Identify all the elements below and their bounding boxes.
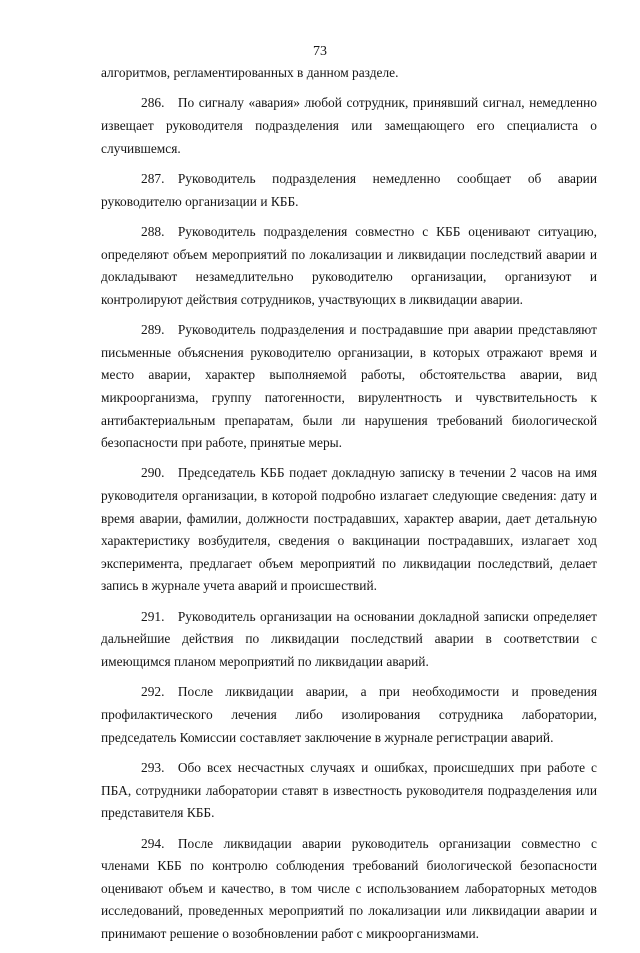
page-number: 73 <box>313 44 327 59</box>
paragraph-287: 287. Руководитель подразделения немедленно сообщает об аварии руководителю организации и КББ. <box>101 170 597 209</box>
paragraph-289: 289. Руководитель подразделения и пострадавшие при аварии представляют письменные объяснения руководителю организации, в которых отражают время и место аварии, характер выполняемой работы, обстоятельства аварии, вид микроорганизма, группу патогенности, вирулентность и чувствительность к антибактериальным препаратам, были ли нарушения требований биологической безопасности при работе, принятые меры. <box>101 322 597 451</box>
paragraph-288: 288. Руководитель подразделения совместно с КББ оценивают ситуацию, определяют объем мероприятий по локализации и ликвидации последствий аварии и докладывают незамедлительно руководителю организации, организуют и контролируют действия сотрудников, участвующих в ликвидации аварии. <box>101 223 597 307</box>
paragraph-continuation: алгоритмов, регламентированных в данном разделе. <box>101 65 399 80</box>
paragraph-294: 294. После ликвидации аварии руководитель организации совместно с членами КББ по контролю соблюдения требований биологической безопасности оценивают объем и качество, в том числе с использованием лабораторных методов исследований, проведенных мероприятий по локализации или ликвидации аварии и принимают решение о возобновлении работ с микроорганизмами. <box>101 835 597 941</box>
paragraph-286: 286. По сигналу «авария» любой сотрудник, принявший сигнал, немедленно извещает руководителя подразделения или замещающего его специалиста о случившемся. <box>101 95 597 156</box>
paragraph-293: 293. Обо всех несчастных случаях и ошибках, происшедших при работе с ПБА, сотрудники лаборатории ставят в известность руководителя подразделения или представителя КББ. <box>101 760 597 821</box>
document-body <box>101 62 597 953</box>
paragraph-292: 292. После ликвидации аварии, а при необходимости и проведения профилактического лечения либо изолирования сотрудника лаборатории, председатель Комиссии составляет заключение в журнале регистрации аварий. <box>101 684 597 745</box>
paragraph-291: 291. Руководитель организации на основании докладной записки определяет дальнейшие действия по ликвидации последствий аварии в соответствии с имеющимся планом мероприятий по ликвидации аварий. <box>101 608 597 670</box>
paragraph-290: 290. Председатель КББ подает докладную записку в течении 2 часов на имя руководителя организации, в которой подробно излагает следующие сведения: дату и время аварии, фамилии, должности пострадавших, характер аварии, дает детальную характеристику возбудителя, сведения о вакцинации пострадавших, излагает ход эксперимента, предлагает объем мероприятий по ликвидации последствий, делает запись в журнале учета аварий и происшествий. <box>101 465 597 594</box>
